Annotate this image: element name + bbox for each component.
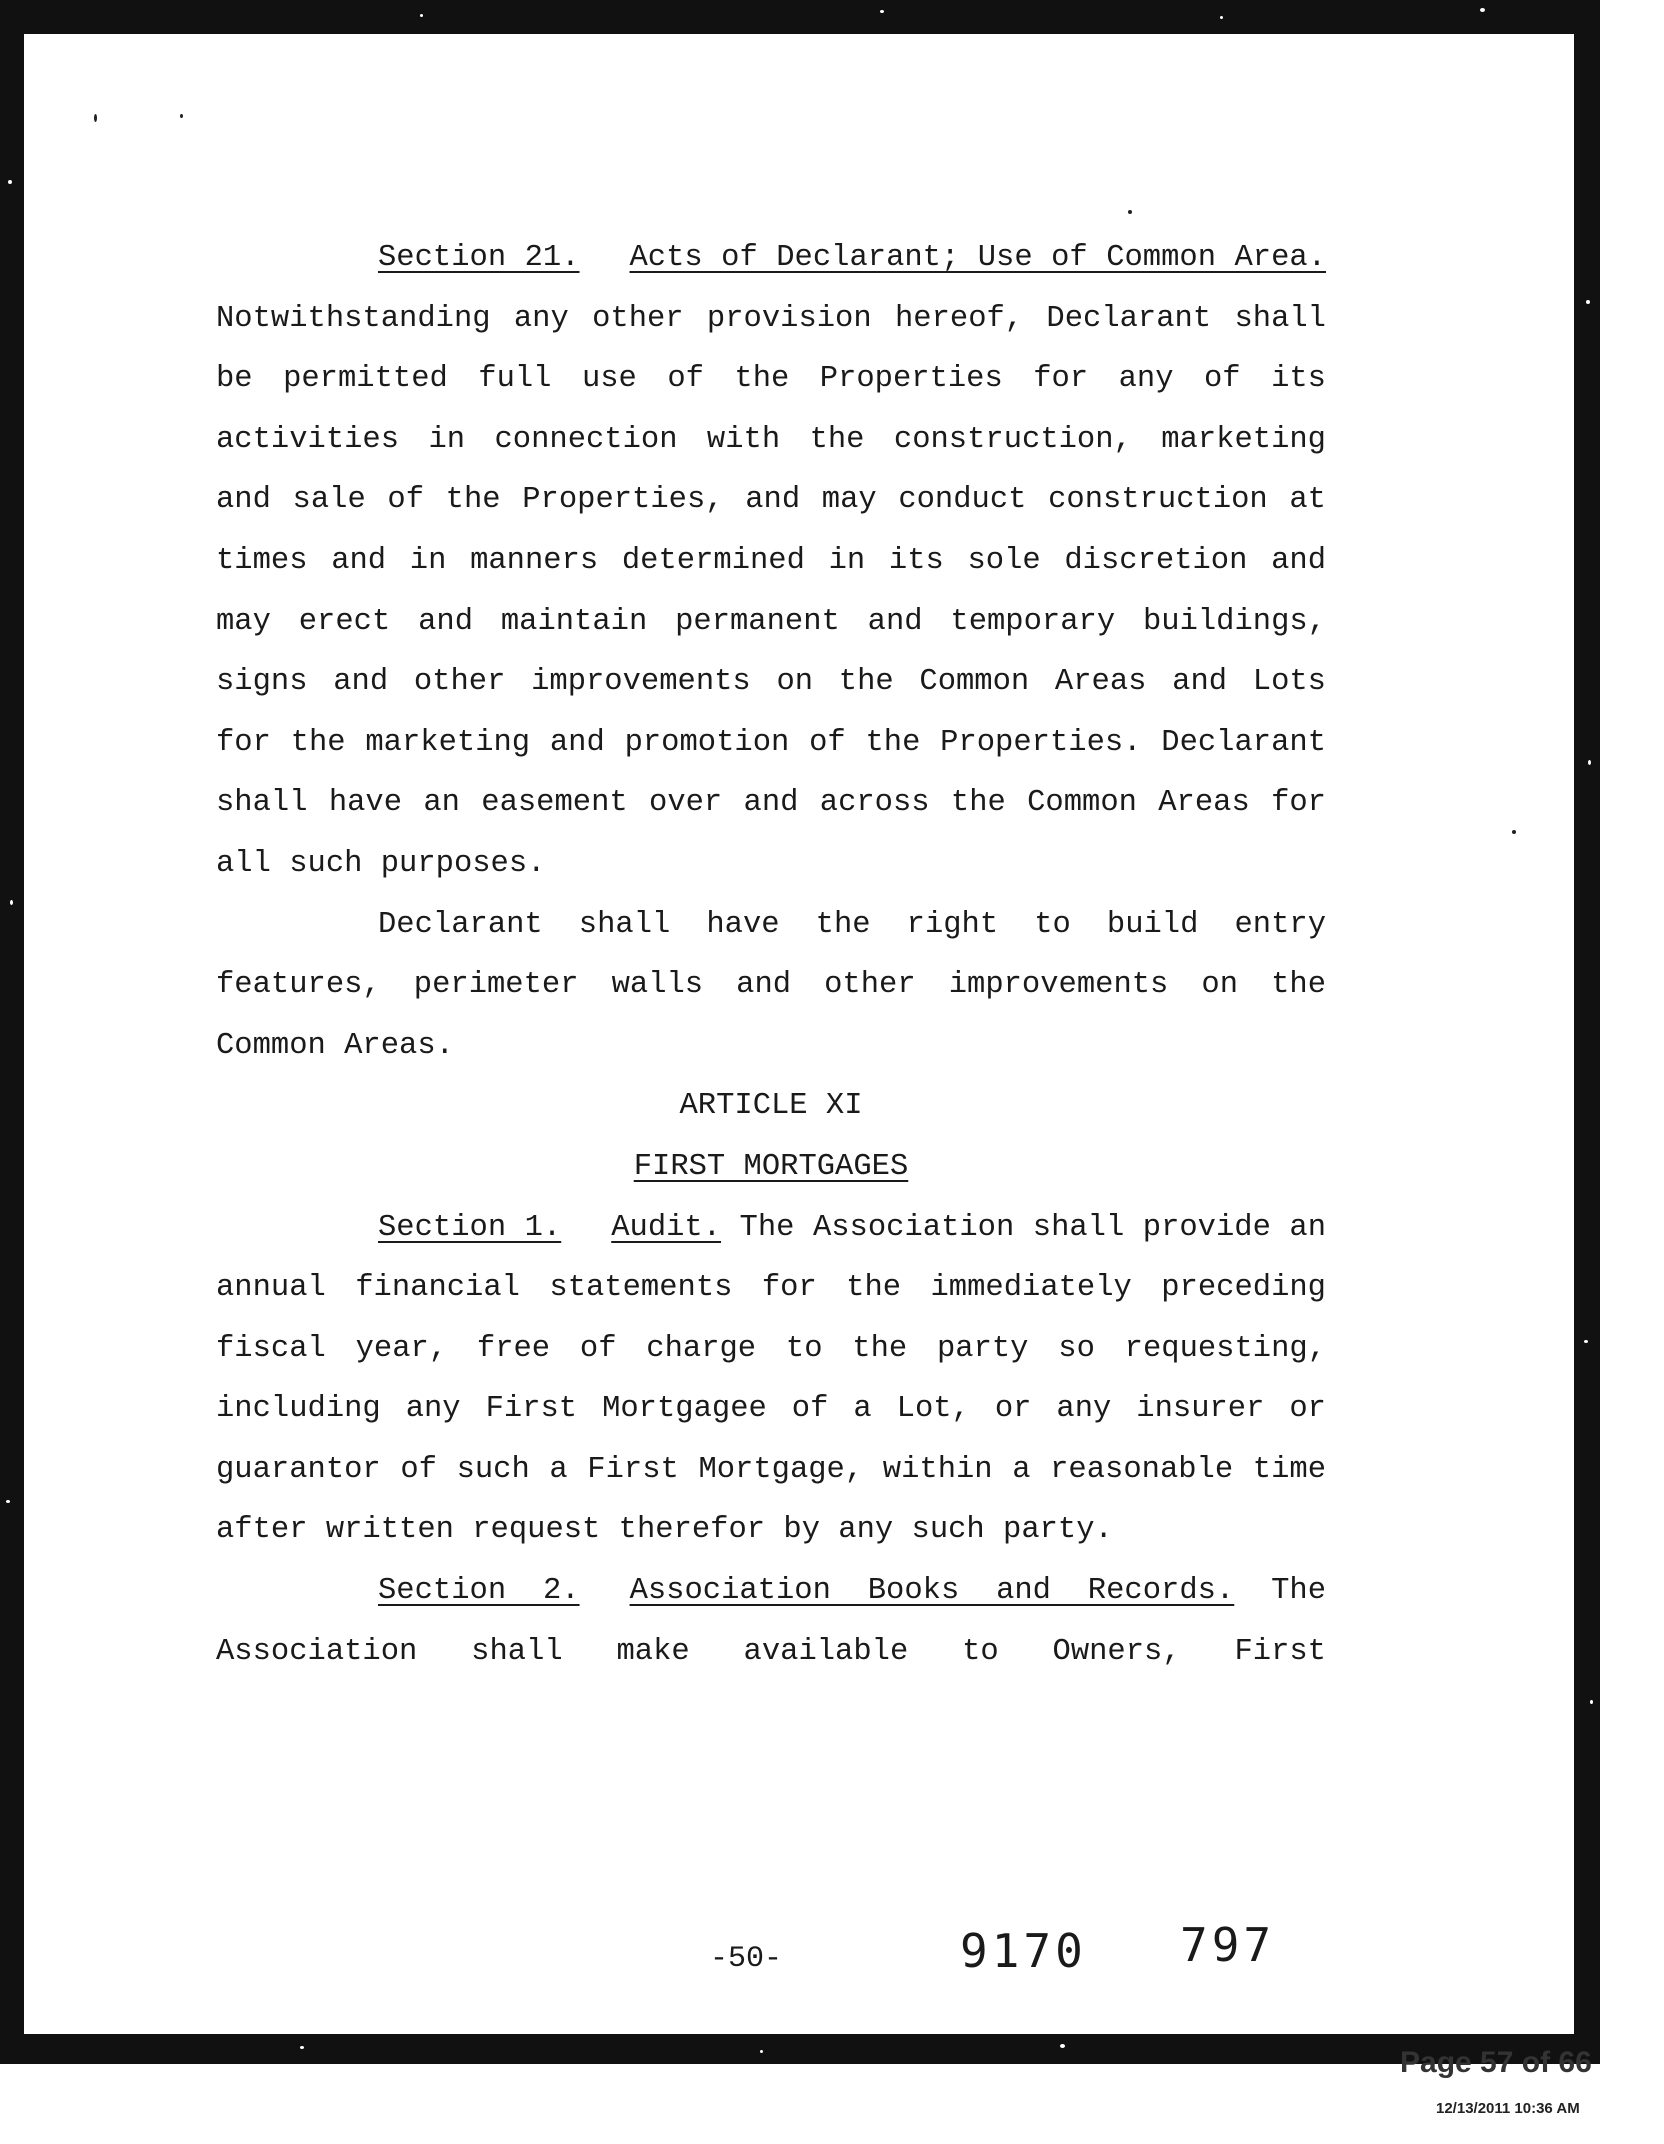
article-number: ARTICLE XI xyxy=(679,1089,863,1124)
scan-border-left xyxy=(0,0,24,2064)
scan-speck xyxy=(420,14,423,17)
paper-speck xyxy=(94,114,97,122)
paper-speck xyxy=(1512,830,1516,834)
scan-speck xyxy=(1480,8,1485,12)
document-body xyxy=(216,228,1326,1682)
scan-speck xyxy=(300,2046,304,2049)
article-title: FIRST MORTGAGES xyxy=(633,1149,909,1184)
section-1-paragraph xyxy=(216,1198,1326,1562)
scan-border-top xyxy=(0,0,1600,34)
scan-speck xyxy=(880,10,884,13)
section-21-body-2: Declarant shall have the right to build entry features, perimeter walls and other improvements on the Common Areas. xyxy=(216,907,1326,1063)
scan-speck xyxy=(1588,760,1591,765)
recording-book-number: 9170 xyxy=(960,1924,1087,1978)
scan-speck xyxy=(1586,300,1590,304)
scan-speck xyxy=(8,180,12,184)
section-1-title: Audit. xyxy=(611,1210,722,1245)
section-2-paragraph xyxy=(216,1561,1326,1682)
paper-speck xyxy=(1128,210,1132,214)
scan-speck xyxy=(1584,1340,1588,1343)
scan-speck xyxy=(1590,1700,1593,1704)
section-1-label: Section 1. xyxy=(378,1210,562,1245)
stamp-page-count: Page 57 of 66 xyxy=(1400,2046,1592,2079)
stamp-datetime: 12/13/2011 10:36 AM xyxy=(1436,2100,1580,2117)
section-21-label: Section 21. xyxy=(378,241,580,275)
scan-speck xyxy=(6,1500,10,1503)
scan-border-bottom xyxy=(0,2034,1600,2064)
section-2-title: Association Books and Records. xyxy=(629,1574,1235,1609)
article-title-line xyxy=(216,1137,1326,1198)
scan-speck xyxy=(760,2050,763,2053)
recording-page-number: 797 xyxy=(1180,1918,1276,1972)
section-21-paragraph xyxy=(216,228,1326,895)
scan-speck xyxy=(1060,2044,1065,2048)
scan-speck xyxy=(10,900,13,905)
section-1-body: The Association shall provide an annual financial statements for the immediately preceding fiscal year, free of charge to the party so requesting, including any First Mortgagee of a Lot, or any insurer or guarantor of such a First Mortgage, within a reasonable time after written request therefor by any such party. xyxy=(216,1210,1326,1548)
paper-speck xyxy=(180,114,183,118)
scan-border-right xyxy=(1574,0,1600,2064)
section-21-body: Notwithstanding any other provision hereof, Declarant shall be permitted full use of the Properties for any of its activities in connection with the construction, marketing and sale of the Properties, and may conduct construction at times and in manners determined in its sole discretion and may erect and maintain permanent and temporary buildings, signs and other improvements on the Common Areas and Lots for the marketing and promotion of the Properties. Declarant shall have an easement over and across the Common Areas for all such purposes. xyxy=(216,301,1326,881)
section-21-paragraph-2 xyxy=(216,895,1326,1077)
section-2-label: Section 2. xyxy=(378,1574,580,1609)
section-21-title: Acts of Declarant; Use of Common Area. xyxy=(629,241,1326,275)
section-2-body: The Association shall make available to Owners, First xyxy=(216,1574,1327,1669)
footer-page-number: -50- xyxy=(710,1942,783,1976)
scan-speck xyxy=(1220,16,1223,19)
